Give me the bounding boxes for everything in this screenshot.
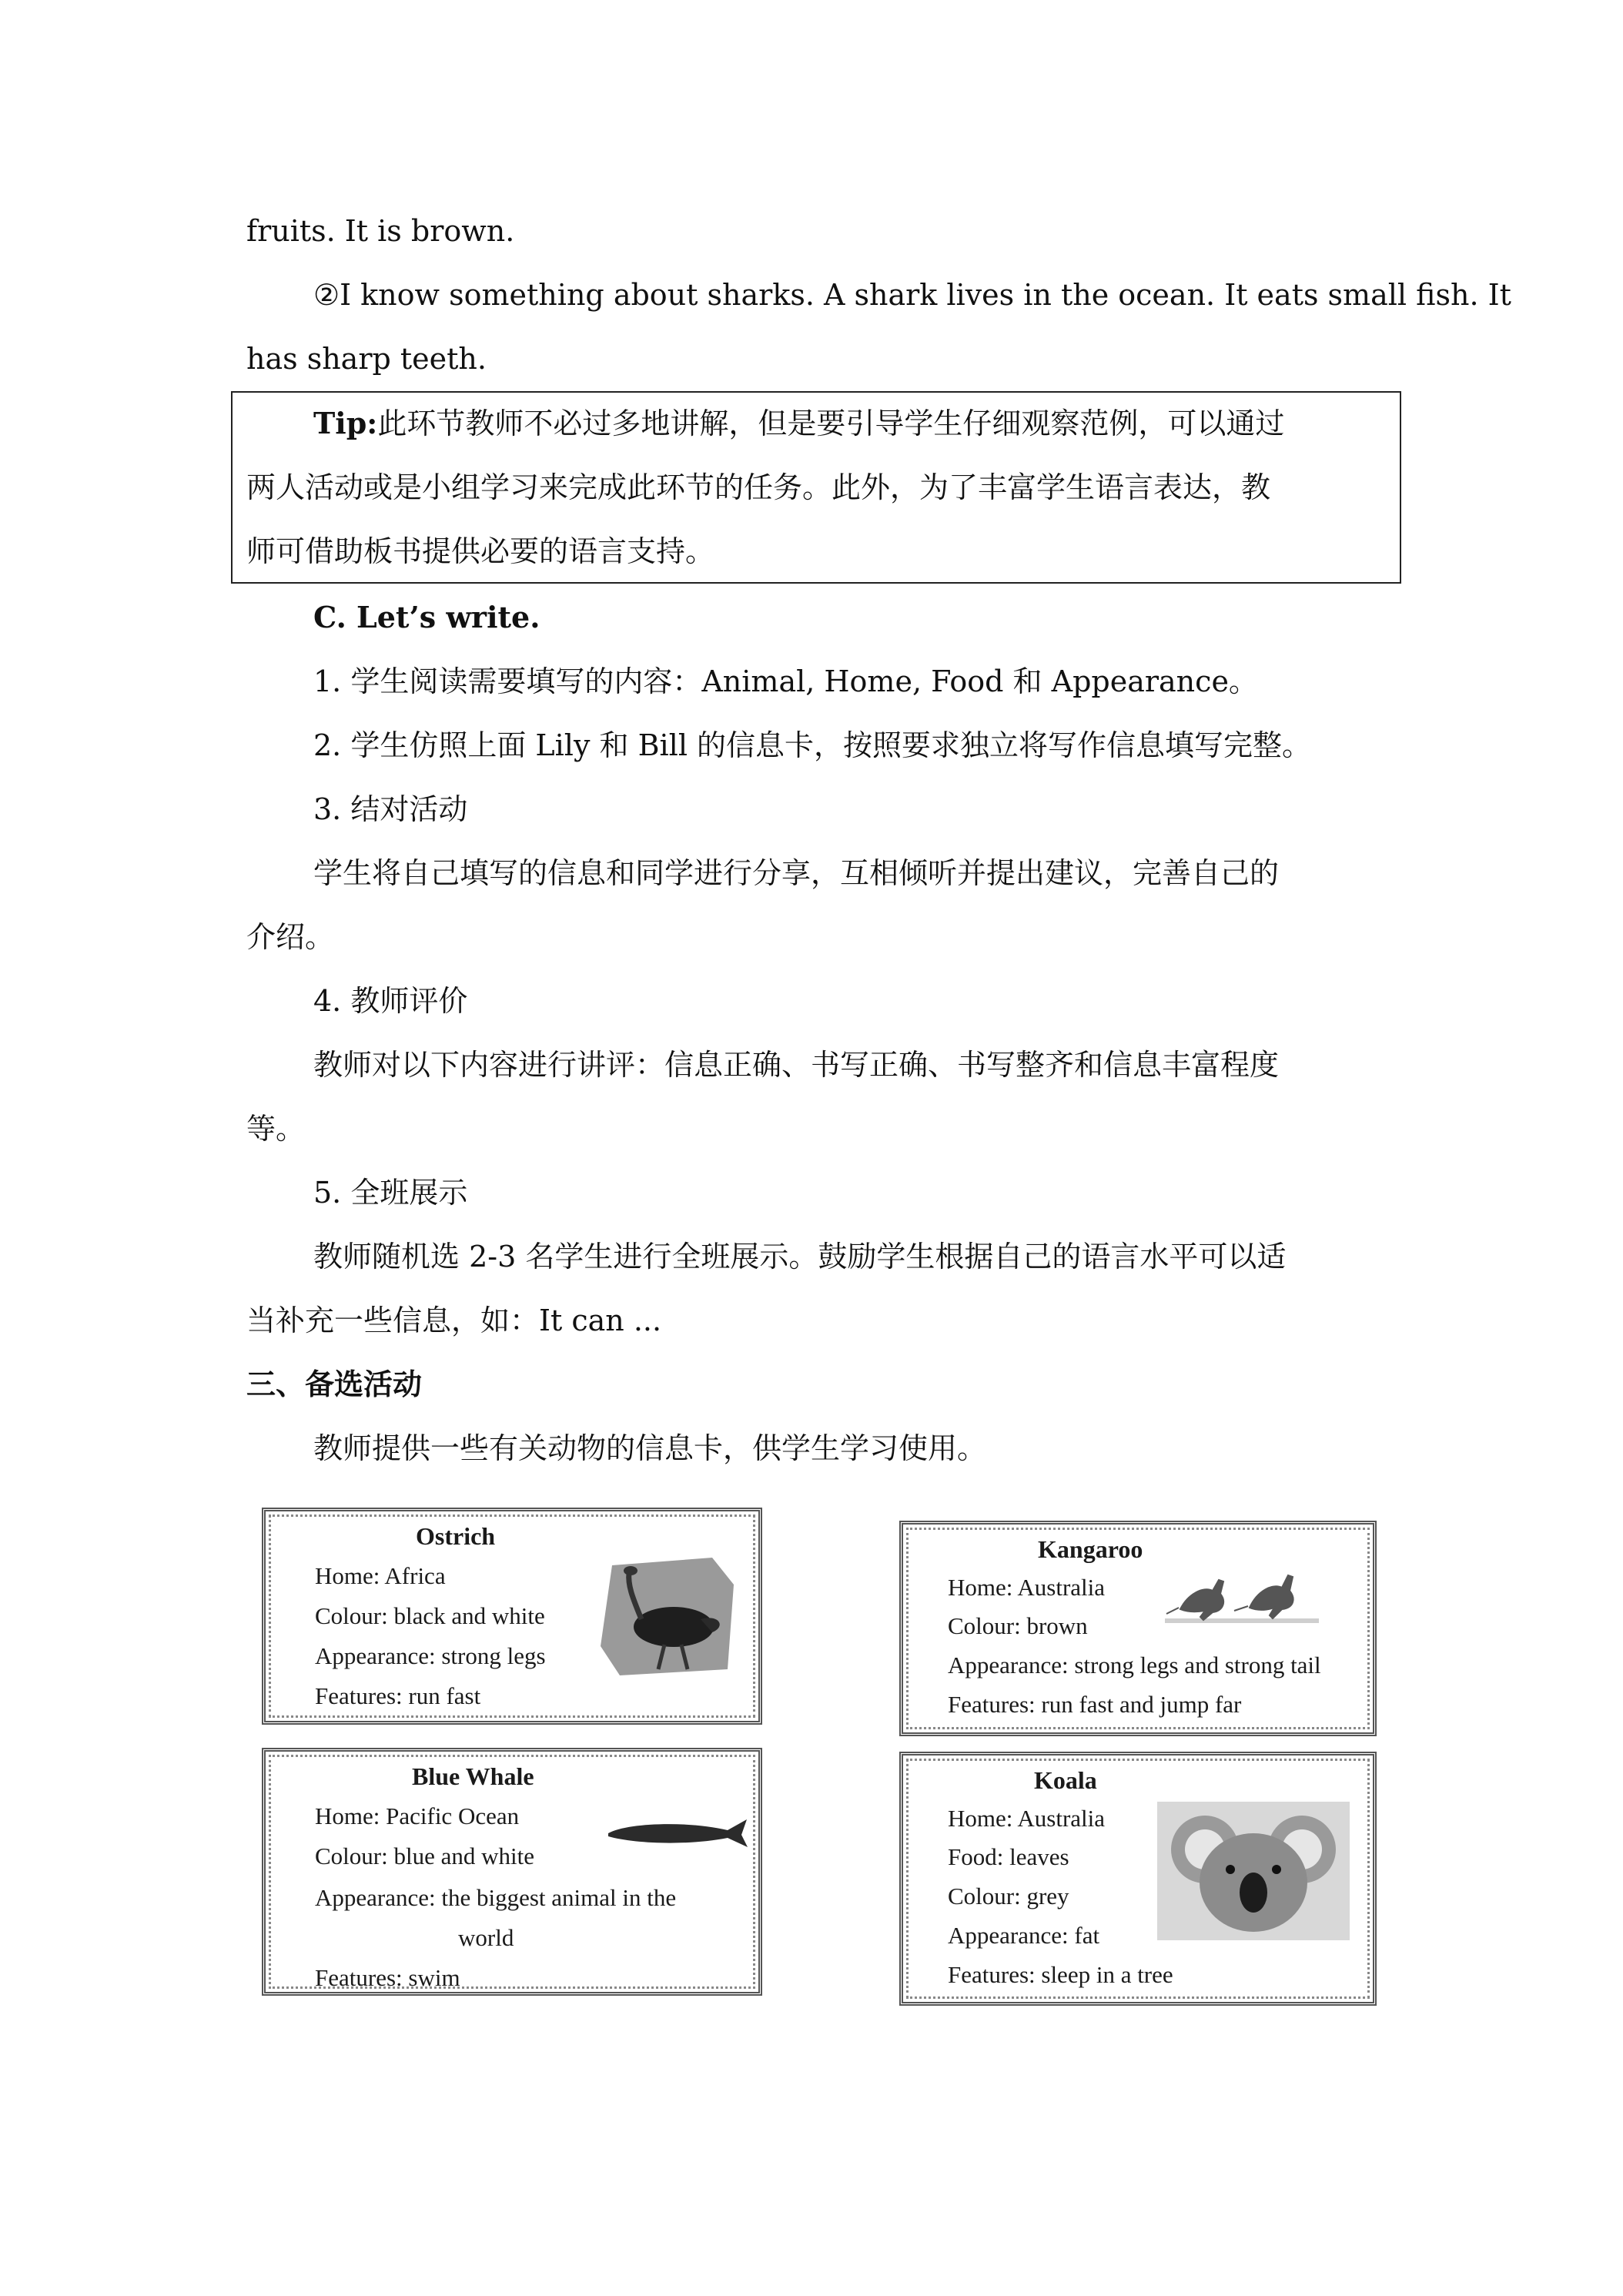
tip-line-2: 两人活动或是小组学习来完成此环节的任务。此外，为了丰富学生语言表达，教 [246,470,1271,504]
card-appearance-cont: world [458,1924,514,1951]
tip-line-3: 师可借助板书提供必要的语言支持。 [246,534,715,568]
step-5-text-cont: 当补充一些信息，如：It can ... [246,1304,662,1337]
koala-image [1157,1802,1350,1940]
card-features: Features: swim [315,1964,460,1991]
tip-text: 此环节教师不必过多地讲解，但是要引导学生仔细观察范例，可以通过 [377,407,1285,440]
ostrich-card [262,1508,762,1725]
step-2: 2. 学生仿照上面 Lily 和 Bill 的信息卡，按照要求独立将写作信息填写完整。 [313,728,1312,762]
text-line: has sharp teeth. [246,342,487,376]
step-4-text-cont: 等。 [246,1112,306,1146]
card-appearance: Appearance: strong legs and strong tail [948,1652,1321,1678]
kangaroo-image [1165,1563,1319,1632]
step-5: 5. 全班展示 [313,1176,468,1210]
card-appearance: Appearance: fat [948,1922,1100,1949]
card-home: Home: Pacific Ocean [315,1802,520,1829]
card-title: Ostrich [416,1522,496,1550]
card-features: Features: sleep in a tree [948,1961,1173,1988]
step-5-text: 教师随机选 2-3 名学生进行全班展示。鼓励学生根据自己的语言水平可以适 [313,1240,1287,1274]
tip-line-1 [313,403,1284,443]
ostrich-image [597,1554,735,1677]
card-home: Home: Africa [315,1562,446,1589]
card-appearance: Appearance: the biggest animal in the [315,1884,677,1911]
tip-label: Tip: [313,406,378,440]
card-food: Food: leaves [948,1843,1069,1870]
kangaroo-card [899,1521,1377,1736]
card-title: Kangaroo [1038,1535,1143,1563]
whale-image [604,1813,751,1852]
card-title: Koala [1034,1766,1097,1794]
card-home: Home: Australia [948,1805,1106,1832]
step-3: 3. 结对活动 [313,792,468,826]
card-colour: Colour: blue and white [315,1842,534,1869]
section-3-heading: 三、备选活动 [246,1367,423,1401]
section-3-text: 教师提供一些有关动物的信息卡，供学生学习使用。 [313,1431,987,1465]
card-colour: Colour: brown [948,1612,1088,1639]
card-features: Features: run fast and jump far [948,1691,1242,1718]
card-appearance: Appearance: strong legs [315,1642,546,1669]
step-3-text-cont: 介绍。 [246,920,335,954]
koala-card [899,1752,1377,2006]
text-line: fruits. It is brown. [246,214,515,248]
step-3-text: 学生将自己填写的信息和同学进行分享，互相倾听并提出建议，完善自己的 [313,856,1280,890]
step-4: 4. 教师评价 [313,984,468,1018]
step-4-text: 教师对以下内容进行讲评：信息正确、书写正确、书写整齐和信息丰富程度 [313,1048,1280,1082]
step-1: 1. 学生阅读需要填写的内容：Animal, Home, Food 和 Appearance。 [313,664,1258,698]
blue-whale-card [262,1748,762,1996]
text-line: ②I know something about sharks. A shark lives in the ocean. It eats small fish. It [313,278,1511,312]
card-title: Blue Whale [412,1762,534,1790]
section-heading: C. Let’s write. [313,600,540,634]
card-colour: Colour: grey [948,1883,1069,1909]
card-colour: Colour: black and white [315,1602,545,1629]
card-home: Home: Australia [948,1574,1106,1601]
card-features: Features: run fast [315,1682,481,1709]
